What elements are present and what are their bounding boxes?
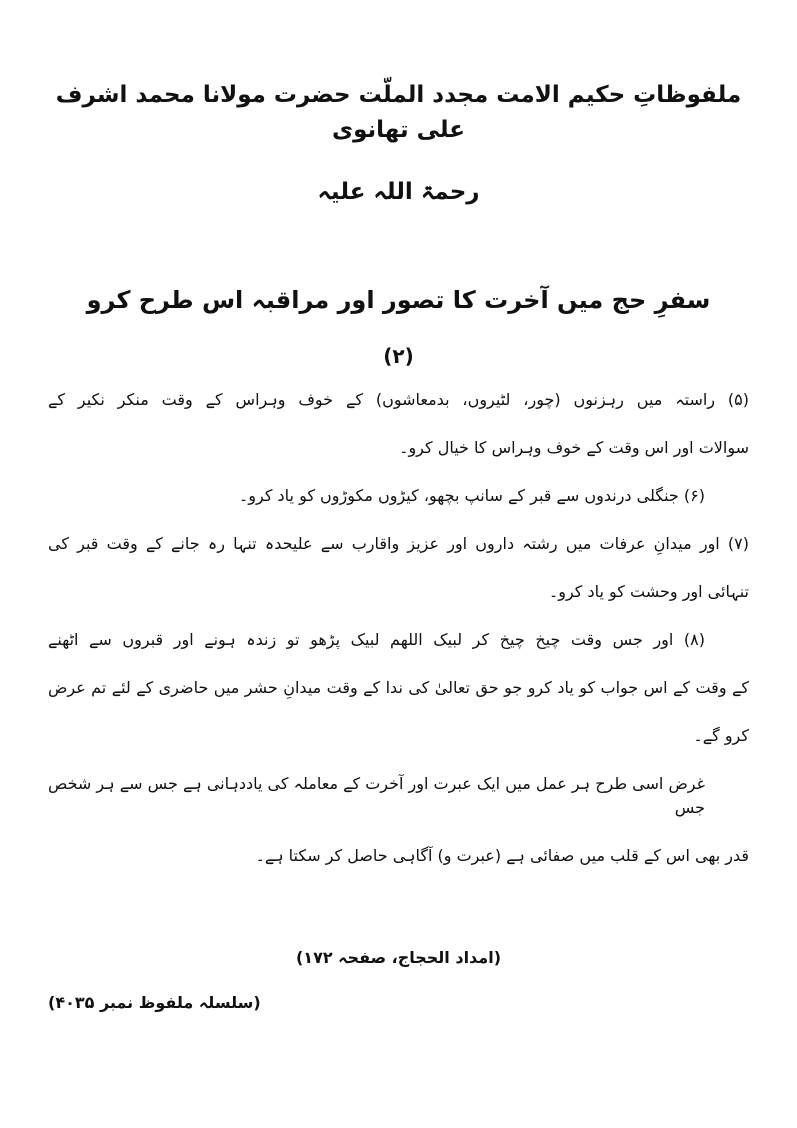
paragraph-line: کے وقت کے اس جواب کو یاد کرو جو حق تعالیٰ کی ندا کے وقت میدانِ حشر میں حاضری کے لئے تم عرض [48, 677, 749, 697]
series-number: (سلسلہ ملفوظ نمبر ۴۰۳۵) [48, 992, 261, 1012]
article-heading: سفرِ حج میں آخرت کا تصور اور مراقبہ اس طرح کرو [86, 285, 711, 314]
part-number: (۲) [383, 343, 414, 368]
paragraph-line: تنہائی اور وحشت کو یاد کرو۔ [548, 581, 749, 601]
title-line-2: رحمۃ اللہ علیہ [317, 179, 480, 205]
paragraph-line: (۷) اور میدانِ عرفات میں رشتہ داروں اور عزیز واقارب سے علیحدہ تنہا رہ جانے کے وقت قبر کی [48, 533, 749, 553]
paragraph-line: غرض اسی طرح ہر عمل میں ایک عبرت اور آخرت کے معاملہ کی یاددہانی ہے جس سے ہر شخص جس [48, 773, 705, 817]
paragraph-line: (۸) اور جس وقت چیخ چیخ کر لبیک اللھم لبیک پڑھو تو زندہ ہونے اور قبروں سے اٹھنے [48, 629, 705, 649]
paragraph-line: کرو گے۔ [693, 725, 749, 745]
title-line-1: ملفوظاتِ حکیم الامت مجدد الملّت حضرت مولانا محمد اشرف علی تھانوی [55, 82, 742, 143]
paragraph-line: (۵) راستہ میں رہزنوں (چور، لٹیروں، بدمعاشوں) کے خوف وہراس کے وقت منکر نکیر کے [48, 389, 749, 409]
source-reference: (امداد الحجاج، صفحہ ۱۷۲) [295, 947, 501, 967]
paragraph-line: قدر بھی اس کے قلب میں صفائی ہے (عبرت و) آگاہی حاصل کر سکتا ہے۔ [255, 845, 749, 865]
paragraph-line: سوالات اور اس وقت کے خوف وہراس کا خیال کرو۔ [399, 437, 749, 457]
paragraph-line: (۶) جنگلی درندوں سے قبر کے سانپ بچھو، کیڑوں مکوڑوں کو یاد کرو۔ [238, 485, 705, 505]
